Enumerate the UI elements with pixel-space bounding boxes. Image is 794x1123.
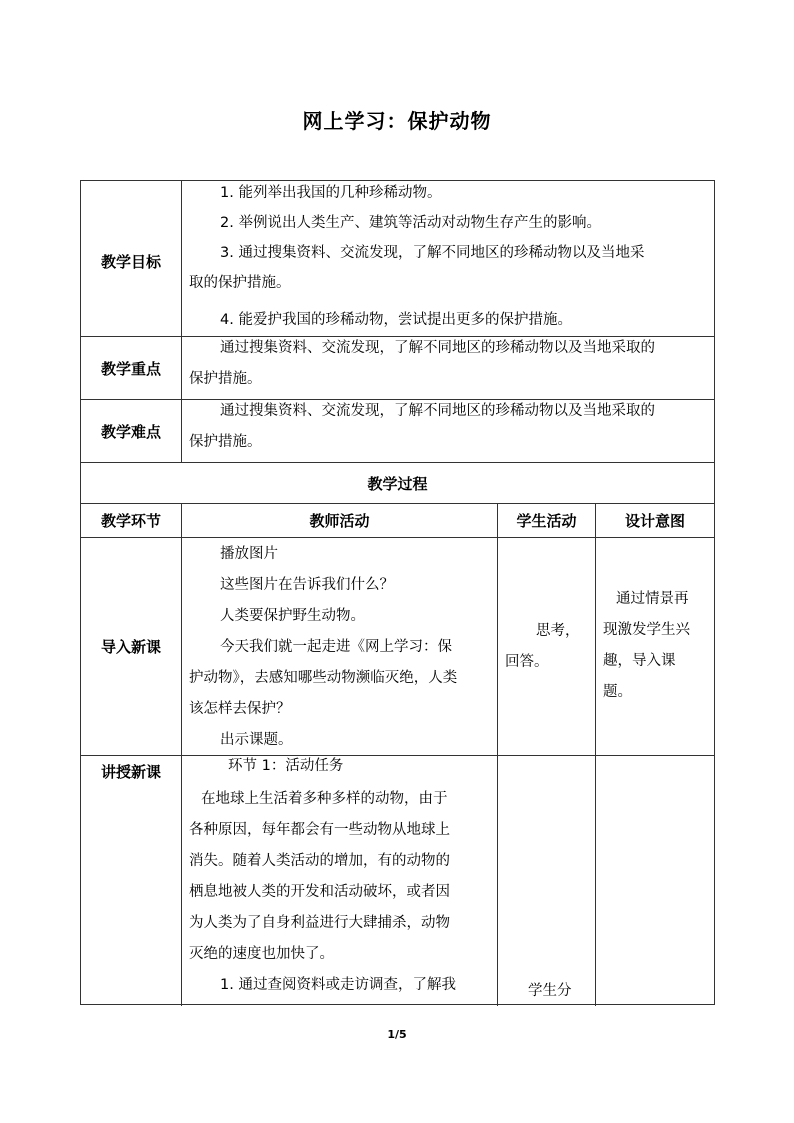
difficulties-line1: 通过搜集资料、交流发现，了解不同地区的珍稀动物以及当地采取的 xyxy=(220,403,655,419)
process-heading: 教学过程 xyxy=(367,474,428,493)
difficulties-label: 教学难点 xyxy=(100,422,161,441)
lesson-teacher-3: 各种原因，每年都会有一些动物从地球上 xyxy=(189,822,450,838)
lesson-student-1: 学生分 xyxy=(528,983,572,999)
intro-design-1: 通过情景再 xyxy=(616,591,689,607)
key-points-line1: 通过搜集资料、交流发现，了解不同地区的珍稀动物以及当地采取的 xyxy=(220,340,655,356)
key-points-line2: 保护措施。 xyxy=(189,371,262,387)
intro-teacher-2: 这些图片在告诉我们什么？ xyxy=(220,577,394,593)
lesson-teacher-7: 灭绝的速度也加快了。 xyxy=(189,946,334,962)
lesson-teacher-6: 为人类为了自身利益进行大肆捕杀，动物 xyxy=(189,915,450,931)
page-title: 网上学习：保护动物 xyxy=(302,109,492,133)
intro-teacher-1: 播放图片 xyxy=(220,546,278,562)
col-header-design: 设计意图 xyxy=(624,512,685,530)
objectives-label: 教学目标 xyxy=(100,252,161,271)
objective-1: 1. 能列举出我国的几种珍稀动物。 xyxy=(220,185,442,201)
lesson-teacher-4: 消失。随着人类活动的增加，有的动物的 xyxy=(189,853,450,869)
lesson-teacher-2: 在地球上生活着多种多样的动物，由于 xyxy=(201,791,448,807)
objective-3: 3. 通过搜集资料、交流发现，了解不同地区的珍稀动物以及当地采 xyxy=(220,245,645,261)
intro-student-1: 思考， xyxy=(536,623,580,639)
col-header-teacher: 教师活动 xyxy=(309,512,370,530)
page-number: 1/5 xyxy=(387,1028,407,1041)
objective-4: 4. 能爱护我国的珍稀动物，尝试提出更多的保护措施。 xyxy=(220,312,572,328)
objective-2: 2. 举例说出人类生产、建筑等活动对动物生存产生的影响。 xyxy=(220,215,601,231)
lesson-teacher-8: 1. 通过查阅资料或走访调查，了解我 xyxy=(220,977,456,993)
intro-teacher-6: 该怎样去保护？ xyxy=(189,701,291,717)
intro-design-4: 题。 xyxy=(603,684,632,700)
lesson-teacher-1: 环节 1：活动任务 xyxy=(228,758,344,774)
difficulties-line2: 保护措施。 xyxy=(189,434,262,450)
lesson-stage: 讲授新课 xyxy=(100,763,161,781)
intro-design-3: 趣，导入课 xyxy=(603,653,676,669)
col-header-student: 学生活动 xyxy=(516,512,577,530)
lesson-plan-table xyxy=(80,180,715,1005)
intro-stage: 导入新课 xyxy=(100,638,161,656)
key-points-label: 教学重点 xyxy=(100,359,161,378)
col-header-stage: 教学环节 xyxy=(100,512,161,530)
objective-3-cont: 取的保护措施。 xyxy=(189,275,291,291)
intro-student-2: 回答。 xyxy=(505,654,549,670)
intro-teacher-5: 护动物》，去感知哪些动物濒临灭绝，人类 xyxy=(189,670,458,686)
intro-teacher-7: 出示课题。 xyxy=(220,732,293,748)
intro-design-2: 现激发学生兴 xyxy=(603,622,690,638)
intro-teacher-4: 今天我们就一起走进《网上学习：保 xyxy=(220,639,452,655)
intro-teacher-3: 人类要保护野生动物。 xyxy=(220,608,365,624)
lesson-teacher-5: 栖息地被人类的开发和活动破坏，或者因 xyxy=(189,884,450,900)
